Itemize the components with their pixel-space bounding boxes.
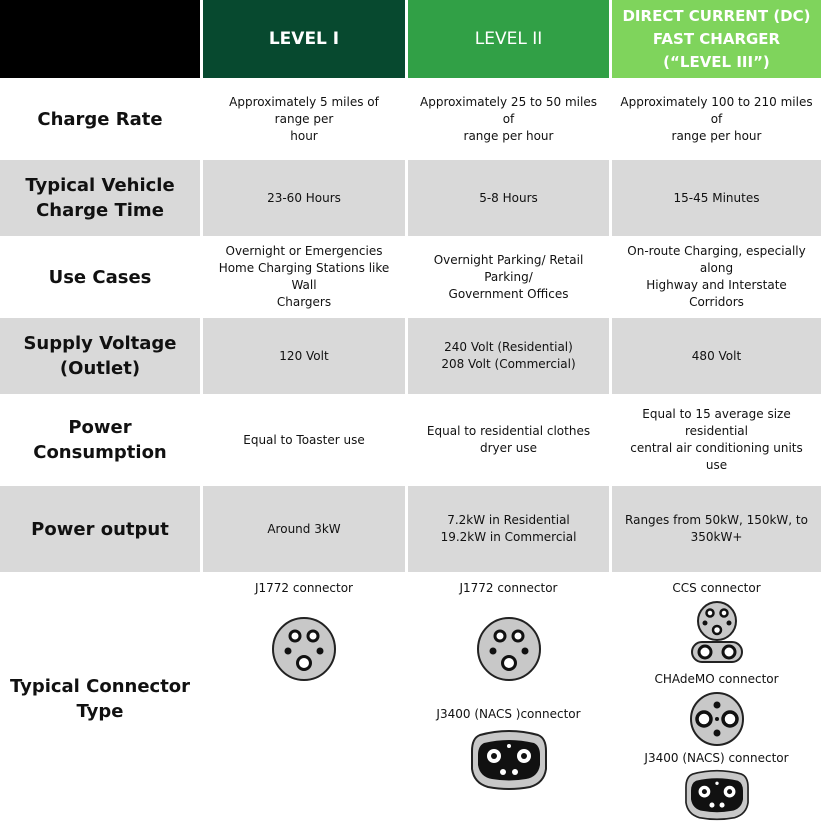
cell-line: 240 Volt (Residential) xyxy=(444,340,573,354)
cell-output-level-1 xyxy=(203,486,408,574)
header-dc-line-1: DIRECT CURRENT (DC) xyxy=(622,6,811,25)
cell-line: 208 Volt (Commercial) xyxy=(441,357,576,371)
chademo-connector-icon xyxy=(688,690,746,748)
ccs-connector-icon xyxy=(689,599,745,665)
cell-consumption-dc xyxy=(612,396,821,486)
cell-connectors-dc xyxy=(612,574,821,825)
cell-use-cases-level-1 xyxy=(203,238,408,318)
cell-line: Approximately 100 to 210 miles of xyxy=(620,94,813,126)
cell-line: Overnight Parking/ Retail Parking/ xyxy=(433,252,584,284)
cell-voltage-level-1 xyxy=(203,318,408,396)
row-label-text: Typical Vehicle Charge Time xyxy=(25,175,175,221)
row-label-text: Typical Connector Type xyxy=(9,675,191,722)
cell-consumption-level-2 xyxy=(408,396,612,486)
cell-line: 15-45 Minutes xyxy=(673,190,760,205)
cell-line: Home Charging Stations like Wall xyxy=(218,261,390,292)
header-level-2-label: LEVEL II xyxy=(474,28,543,49)
header-blank xyxy=(0,0,203,80)
row-label-text: Power Consumption xyxy=(33,417,167,463)
cell-line: Equal to 15 average size residential xyxy=(642,407,791,438)
cell-charge-rate-level-2 xyxy=(408,80,612,160)
cell-output-dc xyxy=(612,486,821,574)
cell-line: Highway and Interstate Corridors xyxy=(646,278,787,309)
cell-line: 7.2kW in Residential xyxy=(447,513,570,527)
header-level-1-label: LEVEL I xyxy=(268,28,340,49)
cell-line: Equal to Toaster use xyxy=(243,432,365,447)
row-label-connector-type xyxy=(0,574,203,825)
cell-charge-rate-dc xyxy=(612,80,821,160)
row-label-use-cases xyxy=(0,238,203,318)
cell-connectors-level-1 xyxy=(203,574,408,825)
row-label-charge-time xyxy=(0,160,203,238)
nacs-connector-icon xyxy=(684,769,750,821)
cell-line: Around 3kW xyxy=(267,521,341,536)
cell-line: central air conditioning units use xyxy=(630,441,803,472)
cell-line: Government Offices xyxy=(448,286,569,301)
connector-label-ccs: CCS connector xyxy=(672,581,761,595)
header-dc-line-2: FAST CHARGER xyxy=(652,29,781,48)
cell-line: 350kW+ xyxy=(690,530,743,544)
nacs-connector-icon xyxy=(470,729,548,791)
header-dc-line-3: (“LEVEL III”) xyxy=(663,52,770,71)
row-label-power-output xyxy=(0,486,203,574)
cell-line: Overnight or Emergencies xyxy=(225,244,383,258)
cell-line: hour xyxy=(290,128,318,143)
cell-output-level-2 xyxy=(408,486,612,574)
cell-line: Approximately 25 to 50 miles of xyxy=(420,94,597,126)
cell-line: 480 Volt xyxy=(691,348,742,363)
connector-label-nacs: J3400 (NACS) connector xyxy=(644,751,789,765)
cell-line: Approximately 5 miles of range per xyxy=(229,94,379,126)
row-label-text: Use Cases xyxy=(48,266,152,288)
connector-label-j1772: J1772 connector xyxy=(459,581,558,595)
cell-charge-time-dc xyxy=(612,160,821,238)
cell-use-cases-level-2 xyxy=(408,238,612,318)
cell-line: Chargers xyxy=(276,295,332,309)
cell-line: 120 Volt xyxy=(279,348,329,363)
header-dc-fast xyxy=(612,0,821,80)
cell-charge-rate-level-1 xyxy=(203,80,408,160)
row-label-text: Charge Rate xyxy=(37,108,163,130)
connector-label-chademo: CHAdeMO connector xyxy=(654,672,779,686)
cell-line: Ranges from 50kW, 150kW, to xyxy=(625,513,808,527)
cell-voltage-dc xyxy=(612,318,821,396)
header-level-1 xyxy=(203,0,408,80)
row-label-text: Power output xyxy=(31,518,169,540)
cell-line: 19.2kW in Commercial xyxy=(440,530,577,544)
row-label-power-consumption xyxy=(0,396,203,486)
cell-line: range per hour xyxy=(463,128,554,143)
j1772-connector-icon xyxy=(474,614,544,684)
row-label-text: Supply Voltage (Outlet) xyxy=(23,333,177,379)
cell-charge-time-level-1 xyxy=(203,160,408,238)
connector-label-nacs: J3400 (NACS )connector xyxy=(436,707,581,721)
header-level-2 xyxy=(408,0,612,80)
cell-line: 5-8 Hours xyxy=(479,190,538,205)
cell-line: 23-60 Hours xyxy=(267,190,341,205)
connector-label-j1772: J1772 connector xyxy=(254,581,353,595)
cell-use-cases-dc xyxy=(612,238,821,318)
cell-consumption-level-1 xyxy=(203,396,408,486)
cell-voltage-level-2 xyxy=(408,318,612,396)
row-label-supply-voltage xyxy=(0,318,203,396)
row-label-charge-rate xyxy=(0,80,203,160)
cell-charge-time-level-2 xyxy=(408,160,612,238)
cell-connectors-level-2 xyxy=(408,574,612,825)
cell-line: range per hour xyxy=(671,128,762,143)
cell-line: On-route Charging, especially along xyxy=(627,244,806,275)
j1772-connector-icon xyxy=(269,614,339,684)
cell-line: Equal to residential clothes dryer use xyxy=(426,424,591,455)
